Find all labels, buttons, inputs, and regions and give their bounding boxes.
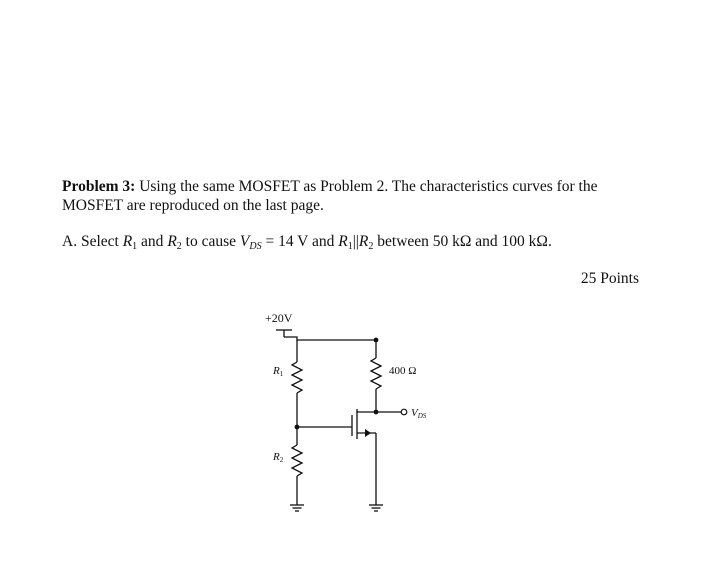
r2-symbol: R <box>167 233 177 250</box>
vds-subscript: DS <box>249 241 262 252</box>
vds-terminal <box>401 409 407 415</box>
parallel-r1-subscript: 1 <box>347 241 353 252</box>
ground-right <box>369 505 383 511</box>
rd-label: 400 Ω <box>389 365 417 377</box>
ground-left <box>290 505 304 511</box>
part-a-mid: to cause <box>181 233 240 250</box>
vds-label: VDS <box>411 407 427 420</box>
r1-label: R1 <box>273 365 284 378</box>
r2-label: R2 <box>273 451 284 464</box>
parallel-r1-symbol: R <box>338 233 348 250</box>
part-a-prefix: A. Select <box>62 233 123 250</box>
parallel-r2-subscript: 2 <box>368 241 374 252</box>
parallel-r2-symbol: R <box>358 233 369 250</box>
r2-subscript: 2 <box>176 241 182 252</box>
drain-node-dot <box>374 410 379 415</box>
part-a-and: and <box>137 233 168 250</box>
mosfet-arrow <box>365 429 371 437</box>
supply-rail-wire <box>284 337 376 340</box>
problem-line-2: MOSFET are reproduced on the last page. <box>62 197 324 214</box>
parallel-operator: || <box>352 233 359 250</box>
r2-resistor <box>292 445 302 476</box>
r1-subscript: 1 <box>132 241 138 252</box>
r1-resistor <box>292 362 302 393</box>
part-a-suffix: between 50 kΩ and 100 kΩ. <box>373 233 552 250</box>
supply-label: +20V <box>265 311 293 325</box>
problem-heading: Problem 3: <box>62 178 136 195</box>
points-label: 25 Points <box>580 270 639 287</box>
supply-node-dot <box>374 338 379 343</box>
vds-symbol: V <box>239 233 250 250</box>
r1-symbol: R <box>122 233 133 250</box>
part-a-equation: = 14 V and <box>261 233 339 250</box>
gate-node-dot <box>295 425 300 430</box>
rd-resistor <box>371 358 381 389</box>
problem-line-1-text: Using the same MOSFET as Problem 2. The characteristics curves for the <box>139 178 598 195</box>
